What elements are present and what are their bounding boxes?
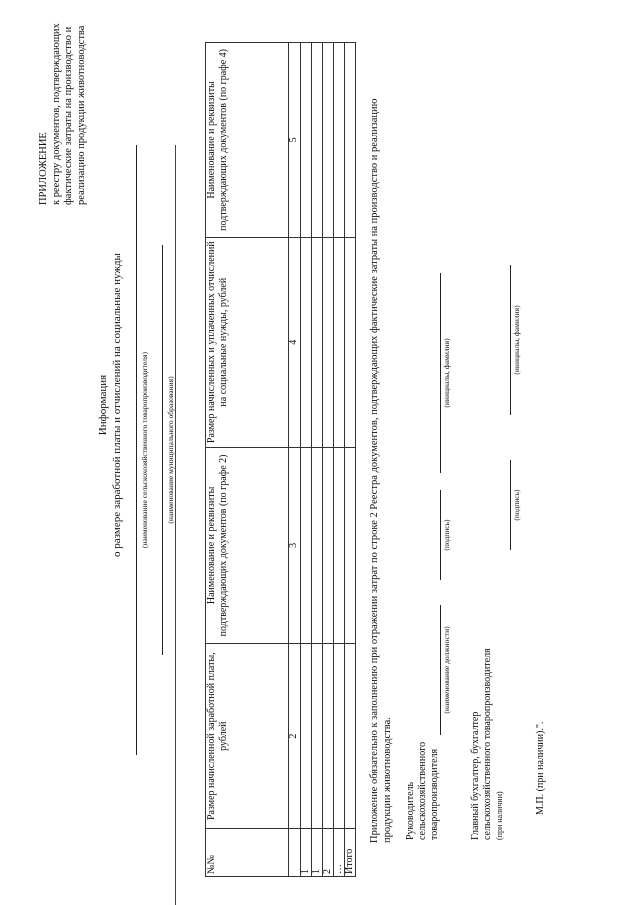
signature-label-line: сельскохозяйственного: [417, 741, 428, 840]
filling-note: Приложение обязательно к заполнению при отражении затрат по строке 2 Реестра документов, подтверждающих фактические затраты на производство и реализацию продукции животноводства.: [369, 98, 393, 843]
table-cell[interactable]: [323, 644, 334, 829]
table-total-row: [345, 43, 356, 877]
table-cell[interactable]: [334, 644, 345, 829]
col-number: 4: [289, 237, 301, 447]
left-margin-line: [175, 145, 176, 905]
appendix-title: ПРИЛОЖЕНИЕ: [38, 132, 49, 205]
table-cell[interactable]: [301, 43, 312, 238]
col-header: Размер начисленных и уплаченных отчислений на социальные нужды, рублей: [206, 237, 289, 447]
accountant-signature-label: [470, 648, 506, 840]
table-cell[interactable]: [301, 644, 312, 829]
head-initials-caption: (инициалы, фамилия): [442, 338, 451, 408]
col-number: 3: [289, 447, 301, 644]
table-header-row: [206, 43, 289, 877]
title-subline: о размере заработной платы и отчислений на социальные нужды: [111, 253, 123, 557]
table-cell[interactable]: [345, 447, 356, 644]
table-cell[interactable]: [312, 447, 323, 644]
col-header: Размер начисленной заработной платы, рублей: [206, 644, 289, 829]
row-number: 2: [323, 829, 334, 877]
appendix-line: фактические затраты на производство и: [63, 26, 74, 205]
accountant-initials-line[interactable]: [510, 265, 511, 415]
table-cell[interactable]: [334, 43, 345, 238]
total-label: Итого: [345, 829, 356, 877]
title-line: Информация: [97, 374, 109, 436]
column-number-row: [289, 43, 301, 877]
row-number: 1: [301, 829, 312, 877]
signature-label-line: товаропроизводителя: [429, 748, 440, 840]
table-row: [301, 43, 312, 877]
col-number: [289, 829, 301, 877]
signature-label-line: Руководитель: [405, 781, 416, 840]
row-number: 1: [312, 829, 323, 877]
head-sign-caption: (подпись): [442, 519, 451, 551]
table-cell[interactable]: [323, 237, 334, 447]
table-cell[interactable]: [301, 237, 312, 447]
position-caption: (наименование должности): [442, 626, 451, 714]
municipality-caption: (наименование муниципального образования): [166, 376, 175, 524]
table-cell[interactable]: [323, 447, 334, 644]
table-cell[interactable]: [345, 644, 356, 829]
col-number: 5: [289, 43, 301, 238]
appendix-line: реализацию продукции животноводства: [75, 25, 87, 205]
appendix-line: к реестру документов, подтверждающих: [50, 23, 62, 205]
stamp-place: М.П. (при наличии).".: [535, 721, 546, 815]
table-cell[interactable]: [301, 447, 312, 644]
table-cell[interactable]: [345, 237, 356, 447]
table-cell[interactable]: [312, 644, 323, 829]
producer-caption: (наименование сельскохозяйственного товаропроизводителя): [140, 352, 149, 548]
municipality-line[interactable]: [162, 245, 163, 655]
table-cell[interactable]: [312, 237, 323, 447]
table-cell[interactable]: [334, 237, 345, 447]
row-number: …: [334, 829, 345, 877]
position-line[interactable]: [440, 605, 441, 735]
producer-line[interactable]: [136, 145, 137, 755]
accountant-initials-caption: (инициалы, фамилия): [512, 305, 521, 375]
signature-label-line: (при наличии): [495, 791, 504, 840]
col-header: Наименование и реквизиты подтверждающих документов (по графе 4): [206, 43, 289, 238]
head-sign-line[interactable]: [440, 490, 441, 580]
signature-label-line: сельскохозяйственного товаропроизводителя: [482, 648, 493, 840]
table-cell[interactable]: [323, 43, 334, 238]
table-row: [323, 43, 334, 877]
col-header: №№: [206, 829, 289, 877]
table-cell[interactable]: [312, 43, 323, 238]
document-title: [96, 105, 124, 705]
accountant-sign-caption: (подпись): [512, 489, 521, 521]
head-signature-label: [405, 742, 441, 840]
col-header: Наименование и реквизиты подтверждающих документов (по графе 2): [206, 447, 289, 644]
table-row: [312, 43, 323, 877]
appendix-header: [38, 15, 88, 205]
table-cell[interactable]: [334, 447, 345, 644]
register-table: [205, 42, 356, 877]
accountant-sign-line[interactable]: [510, 460, 511, 550]
head-initials-line[interactable]: [440, 273, 441, 473]
table-row: [334, 43, 345, 877]
table-cell[interactable]: [345, 43, 356, 238]
signature-label-line: Главный бухгалтер, бухгалтер: [470, 711, 481, 840]
col-number: 2: [289, 644, 301, 829]
